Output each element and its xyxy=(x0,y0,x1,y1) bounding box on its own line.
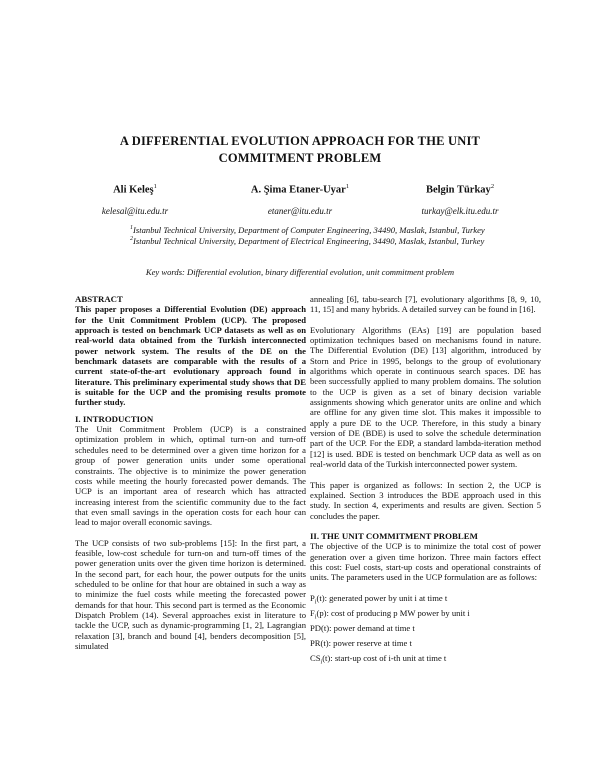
intro-paragraph-1: The Unit Commitment Problem (UCP) is a constrained optimization problem in which, optimal turn-on and turn-off schedules need to be determined over a given time horizon for a group of power generation units under some operational constraints. The objective is to minimize the power generation costs while meeting the hourly forecasted power demands. The UCP is an important area of research which has attracted increasing interest from the scientific community due to the fact that even small savings in the operation costs for each hour can lead to major overall economic savings. xyxy=(75,424,306,528)
abstract-body: This paper proposes a Differential Evolution (DE) approach for the Unit Commitment Problem (UCP). The proposed approach is tested on benchmark UCP datasets as well as on real-world data obtained from the Turkish interconnected power network system. The results of the DE on the benchmark datasets are comparable with the results of a current state-of-the-art evolutionary approach found in literature. This preliminary experimental study shows that DE is suitable for the UCP and the promising results promote further study. xyxy=(75,304,306,408)
right-paragraph-1: annealing [6], tabu-search [7], evolutionary algorithms [8, 9, 10, 11, 15] and many hybrids. A detailed survey can be found in [16]. xyxy=(310,294,541,315)
left-column xyxy=(75,294,306,651)
introduction-heading: I. INTRODUCTION xyxy=(75,413,154,424)
author-1-sup: 1 xyxy=(153,183,157,190)
author-2-name: A. Şima Etaner-Uyar xyxy=(250,184,346,196)
affiliation-2 xyxy=(130,236,484,246)
intro-paragraph-2: The UCP consists of two sub-problems [15]: In the first part, a feasible, low-cost schedule for turn-on and turn-off times of the power generation units over the given time horizon is determined. In the second part, for each hour, the power outputs for the units scheduled to be online for that hour are obtained in such a way as to minimize the fuel costs while meeting the forecasted power demands for that hour. This second part is termed as the Economic Dispatch Problem (14). Several approaches exist in literature to tackle the UCP, such as dynamic-programming [1, 2], Lagrangian relaxation [3], branch and bound [4], benders decomposition [5], simulated xyxy=(75,537,306,651)
right-column xyxy=(310,294,541,668)
variable-power: $P_i(t)$: generated power by unit i at time t xyxy=(310,592,448,606)
author-2-sup: 1 xyxy=(345,183,350,190)
variable-demand: PD(t): power demand at time t xyxy=(310,622,415,633)
abstract-heading: ABSTRACT xyxy=(75,294,123,304)
right-paragraph-2: Evolutionary Algorithms (EAs) [19] are population based optimization techniques based on mechanisms found in nature. The Differential Evolution (DE) [13] algorithm, introduced by Storn and Price in 1995, belongs to the group of evolutionary algorithms which operate in continuous search spaces. DE has been successfully applied to many problem domains. The solution to the UCP is given as a set of binary decision variable assignments showing which generator units are online and which are offline for any given time slot. This makes it impossible to apply a pure DE to the UCP. Therefore, in this study a binary version of DE (BDE) is used to solve the schedule determination part of the UCP. For the EDP, a standard lambda-iteration method [12] is used. BDE is tested on benchmark UCP data as well as on real-world data of the Turkish interconnected power system. xyxy=(310,324,541,470)
affiliation-2-text: Istanbul Technical University, Department of Electrical Engineering, 34490, Maslak, Istanbul, Turkey xyxy=(133,236,485,246)
author-3-sup: 2 xyxy=(490,183,495,190)
variable-reserve: PR(t): power reserve at time t xyxy=(310,637,412,648)
author-1-name: Ali Keleş xyxy=(113,184,154,196)
ucp-paragraph: The objective of the UCP is to minimize the total cost of power generation over a given time horizon. Three main factors effect this cost: Fuel costs, start-up costs and operational constraints of units. The parameters used in the UCP formulation are as follows: xyxy=(310,541,541,583)
affiliation-1-sup: 1 xyxy=(130,225,133,232)
keywords: Key words: Differential evolution, binary differential evolution, unit commitment problem xyxy=(145,267,455,277)
author-2 xyxy=(215,183,385,196)
variable-startup-cost: $CS_i(t)$: start-up cost of i-th unit at time t xyxy=(310,652,447,666)
variable-cost: $F_i(p)$: cost of producing p MW power by unit i xyxy=(310,607,470,621)
right-paragraph-3: This paper is organized as follows: In section 2, the UCP is explained. Section 3 introduces the BDE approach used in this study. In section 4, experiments and results are given. Section 5 concludes the paper. xyxy=(310,479,541,521)
author-3-name: Belgin Türkay xyxy=(425,184,491,196)
affiliation-1 xyxy=(130,225,485,235)
author-2-email: etaner@itu.edu.tr xyxy=(267,206,333,216)
paper-title: A DIFFERENTIAL EVOLUTION APPROACH FOR THE UNIT COMMITMENT PROBLEM xyxy=(119,134,481,165)
author-1-email: kelesal@itu.edu.tr xyxy=(101,206,169,216)
author-3 xyxy=(400,183,520,196)
ucp-section-heading: II. THE UNIT COMMITMENT PROBLEM xyxy=(310,530,478,541)
author-3-email: turkay@elk.itu.edu.tr xyxy=(421,206,499,216)
author-1 xyxy=(80,183,190,196)
affiliation-2-sup: 2 xyxy=(130,236,133,243)
affiliation-1-text: Istanbul Technical University, Department of Computer Engineering, 34490, Maslak, Istanbul, Turkey xyxy=(133,225,485,235)
